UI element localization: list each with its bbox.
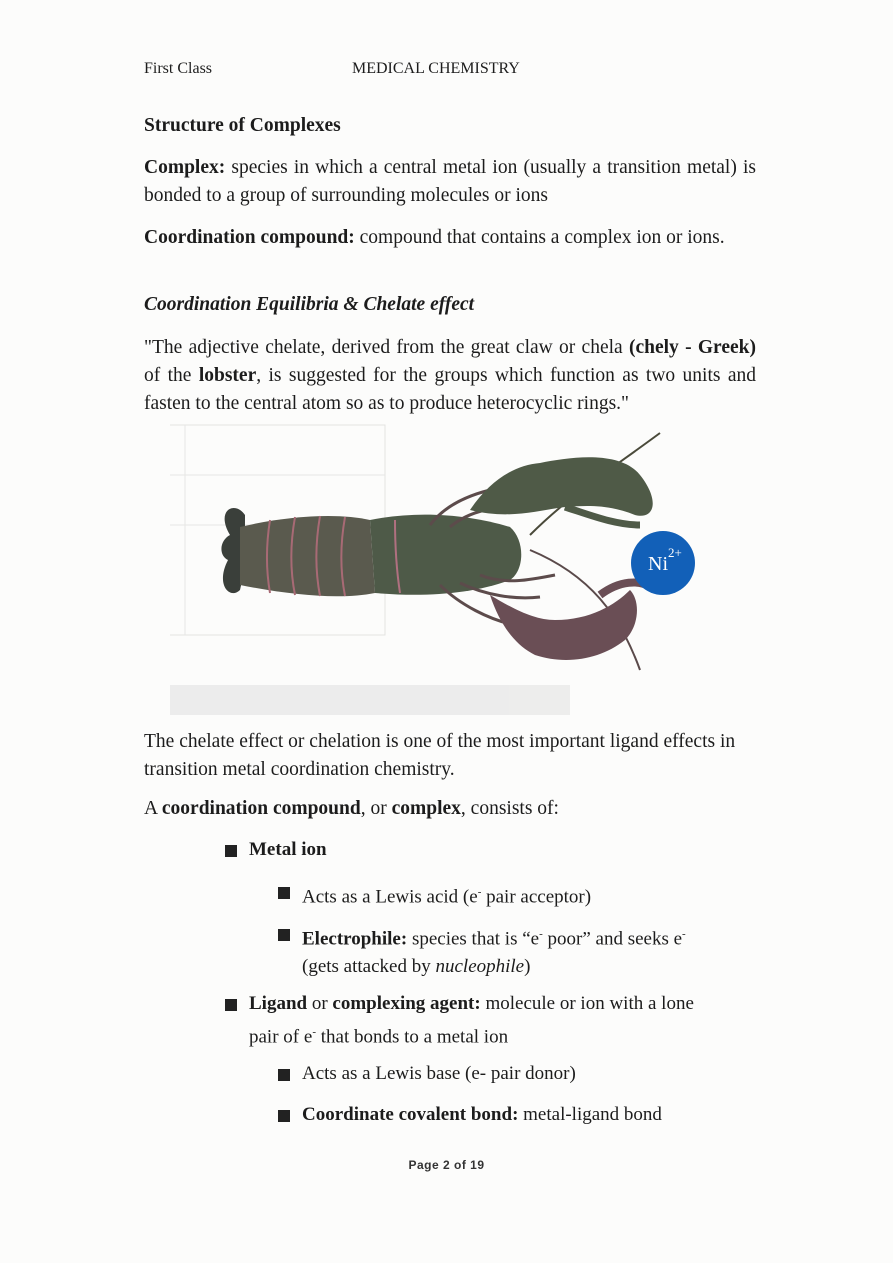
bullet-lewis-base: Acts as a Lewis base (e- pair donor) xyxy=(302,1063,576,1084)
chelate-effect-paragraph: The chelate effect or chelation is one of the most important ligand effects in transition metal coordination chemistry. xyxy=(144,731,736,780)
bullet-square-icon xyxy=(278,929,290,941)
bullet-electrophile xyxy=(302,920,742,981)
consists-text-3: , consists of: xyxy=(460,798,559,819)
lewis-acid-text: Acts as a Lewis acid (e xyxy=(302,886,478,908)
electrophile-text-2: poor” and seeks e xyxy=(542,928,683,950)
coordinate-bond-text: metal-ligand bond xyxy=(518,1104,662,1125)
consists-bold-1: coordination compound xyxy=(161,798,361,819)
page-number: Page 2 of 19 xyxy=(408,1158,485,1172)
quote-bold-1: (chely - Greek) xyxy=(628,337,756,358)
subsection-title: Coordination Equilibria & Chelate effect xyxy=(144,294,475,315)
superscript: - xyxy=(539,928,543,940)
carapace xyxy=(370,515,521,595)
consists-text-1: A xyxy=(144,798,162,819)
ligand-term: Ligand xyxy=(249,993,308,1014)
header-center: MEDICAL CHEMISTRY xyxy=(352,60,520,77)
ligand-text-4: that bonds to a metal ion xyxy=(315,1026,509,1048)
electrophile-term: Electrophile: xyxy=(302,928,408,950)
bullet-square-icon xyxy=(278,887,290,899)
lower-claw xyxy=(490,590,637,660)
bullet-coordinate-bond xyxy=(302,1101,662,1129)
ligand-text-2: molecule or ion with a lone xyxy=(480,993,694,1014)
superscript: - xyxy=(312,1026,316,1038)
quote-bold-lobster: lobster xyxy=(198,365,257,386)
header-left: First Class xyxy=(144,60,213,77)
bullet-metal-ion xyxy=(249,836,327,864)
superscript: - xyxy=(682,928,686,940)
upper-claw xyxy=(470,457,653,515)
bullet-square-icon xyxy=(278,1069,290,1081)
ligand-text-1: or xyxy=(307,993,333,1014)
chelate-quote xyxy=(144,334,756,418)
ligand-text-3: pair of e xyxy=(249,1026,313,1048)
consists-text-2: , or xyxy=(360,798,392,819)
complex-text: species in which a central metal ion (usually a transition metal) is bonded to a group of surrounding molecules or ions xyxy=(144,157,756,206)
bullet-square-icon xyxy=(225,999,237,1011)
bullet-square-icon xyxy=(278,1110,290,1122)
bullet-ligand xyxy=(249,990,749,1051)
metal-ion-label: Metal ion xyxy=(249,839,327,860)
electrophile-text-3: (gets attacked by xyxy=(302,956,436,978)
complex-definition xyxy=(144,154,756,210)
coordinate-bond-term: Coordinate covalent bond: xyxy=(302,1104,519,1125)
coord-text: compound that contains a complex ion or ions. xyxy=(354,227,725,248)
quote-text-1: "The adjective chelate, derived from the great claw or chela xyxy=(144,337,629,358)
coordination-compound-definition xyxy=(144,224,756,252)
coord-term: Coordination compound: xyxy=(144,227,355,248)
lobster-figure xyxy=(170,415,730,715)
abdomen xyxy=(240,516,375,596)
bleed-through xyxy=(540,118,545,141)
superscript: - xyxy=(477,886,482,898)
electrophile-text-4: ) xyxy=(524,956,531,978)
bullet-square-icon xyxy=(225,845,237,857)
electrophile-text-1: species that is “e xyxy=(407,928,540,950)
consists-of-paragraph xyxy=(144,795,756,823)
nucleophile-italic: nucleophile xyxy=(435,956,525,978)
section-title: Structure of Complexes xyxy=(144,115,341,136)
complexing-agent-term: complexing agent: xyxy=(332,993,481,1014)
nickel-ion-charge: 2+ xyxy=(668,545,682,560)
nickel-ion-label: Ni xyxy=(648,553,668,575)
consists-bold-2: complex xyxy=(391,798,461,819)
quote-text-2: of the xyxy=(144,365,199,386)
quote-text-3: , is suggested for the groups which function as two units and fasten to the central atom so as to produce heterocyclic rings." xyxy=(144,365,756,414)
complex-term: Complex: xyxy=(144,157,226,178)
bullet-lewis-acid xyxy=(302,878,591,911)
lewis-acid-text-end: pair acceptor) xyxy=(481,886,592,908)
